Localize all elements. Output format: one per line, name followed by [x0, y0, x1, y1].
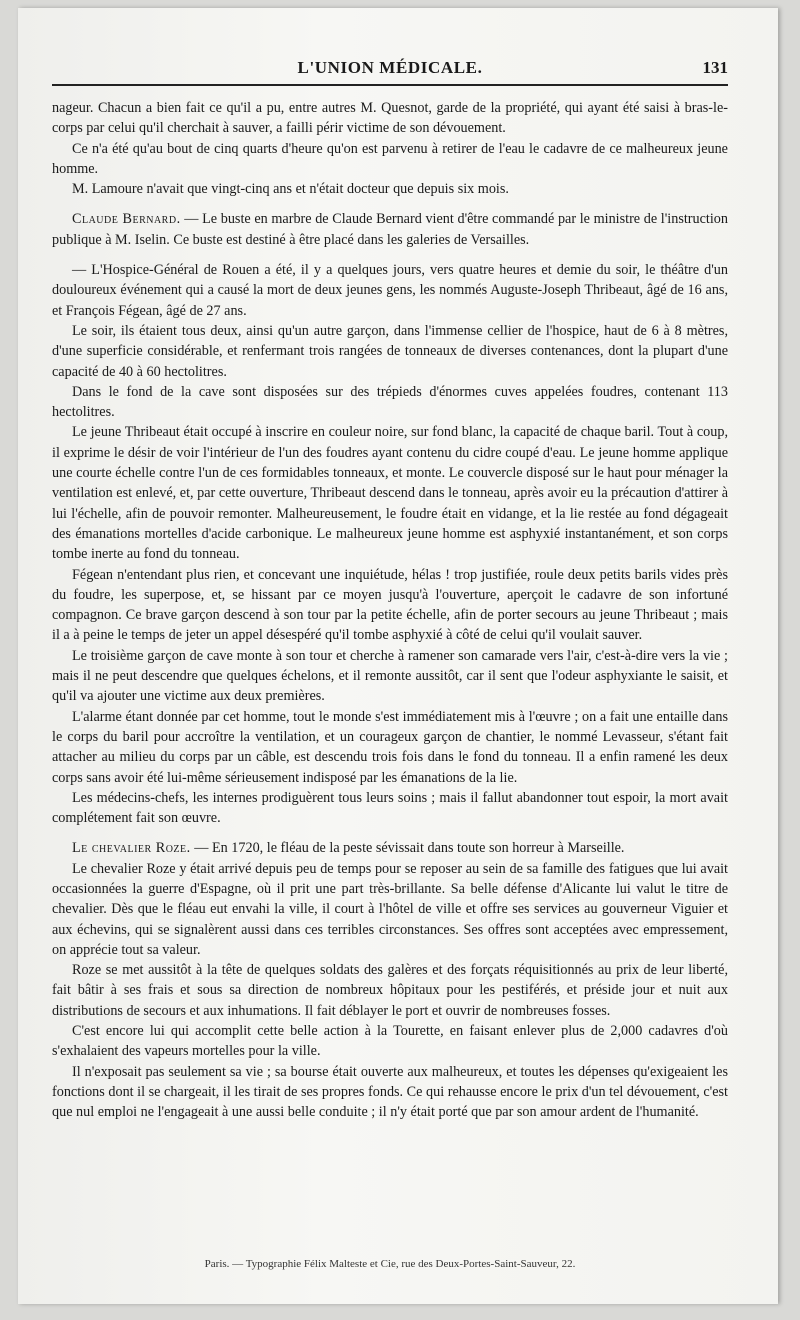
- paragraph-text: Il n'exposait pas seulement sa vie ; sa bourse était ouverte aux malheureux, et toutes les dépenses qu'exigeaient les fonctions dont il se chargeait, il les tirait de ses propres fonds. Ce qui rehausse encore le prix d'un tel dévouement, c'est que nul emploi ne l'engageait à une aussi belle conduite ; il n'y était porté que par son amour ardent de l'humanité.: [52, 1063, 728, 1121]
- paragraph: [52, 382, 728, 423]
- paragraph: [52, 1062, 728, 1123]
- journal-page: [18, 8, 778, 1304]
- paragraph-text: — L'Hospice-Général de Rouen a été, il y a quelques jours, vers quatre heures et demie du soir, le théâtre d'un douloureux événement qui a causé la mort de deux jeunes gens, les nommés Auguste-Joseph Thribeaut, âgé de 16 ans, et François Fégean, âgé de 27 ans.: [52, 262, 728, 319]
- paragraph: [52, 260, 728, 321]
- paragraph: [52, 98, 728, 139]
- paragraph: [52, 321, 728, 382]
- page-header: [52, 54, 728, 86]
- article-body: [52, 98, 728, 1123]
- paragraph-text: C'est encore lui qui accomplit cette belle action à la Tourette, en faisant enlever plus de 2,000 cadavres d'où s'exhalaient des vapeurs mortelles pour la ville.: [52, 1023, 728, 1060]
- running-title: L'UNION MÉDICALE.: [297, 58, 483, 77]
- paragraph-text: Fégean n'entendant plus rien, et concevant une inquiétude, hélas ! trop justifiée, roule deux petits barils vides près du foudre, les superpose, et, se hissant par ce moyen jusqu'à l'ouverture, aperçoit le cadavre de son infortuné compagnon. Ce brave garçon descend à son tour par la petite échelle, afin de porter secours au jeune Thribeaut ; mais il a à peine le temps de jeter un appel désespéré qu'il tombe asphyxié à côté de celui qu'il voulait sauver.: [52, 566, 728, 644]
- paragraph: [52, 565, 728, 646]
- paragraph: [52, 179, 728, 199]
- paragraph: [52, 707, 728, 788]
- paragraph: [52, 788, 728, 829]
- paragraph-text: Dans le fond de la cave sont disposées sur des trépieds d'énormes cuves appelées foudres, contenant 113 hectolitres.: [52, 383, 728, 421]
- paragraph-text: M. Lamoure n'avait que vingt-cinq ans et n'était docteur que depuis six mois.: [72, 181, 509, 198]
- paragraph-text: Le chevalier Roze y était arrivé depuis peu de temps pour se reposer au sein de sa famille des fatigues que lui avait occasionnées la guerre d'Espagne, où il prit une part très-brillante. Sa belle défense d'Alicante lui valut le titre de chevalier. Dès que le fléau eut envahi la ville, il court à l'hôtel de ville et offre ses services au gouverneur Viguier et aux échevins, qui se signalèrent aussi dans ces terribles circonstances. Ses offres sont acceptées avec empressement, on apprécie tout sa valeur.: [52, 860, 728, 958]
- paragraph-text: — En 1720, le fléau de la peste sévissait dans toute son horreur à Marseille.: [190, 840, 625, 857]
- printer-imprint: Paris. — Typographie Félix Malteste et Cie, rue des Deux-Portes-Saint-Sauveur, 22.: [204, 1258, 576, 1270]
- paragraph: [52, 838, 728, 858]
- paragraph: [52, 422, 728, 564]
- paragraph-lead: Le chevalier Roze.: [72, 840, 191, 857]
- paragraph-text: Le troisième garçon de cave monte à son tour et cherche à ramener son camarade vers l'air, c'est-à-dire vers la vie ; mais il ne peut descendre que quelques échelons, et il remonte aussitôt, car il sent que l'odeur asphyxiante le saisit, et qu'il va ajouter une victime aux deux premières.: [52, 647, 728, 705]
- paragraph: [52, 960, 728, 1021]
- paragraph: [52, 139, 728, 180]
- paragraph-text: Roze se met aussitôt à la tête de quelques soldats des galères et des forçats réquisitionnés au prix de leur liberté, fait bâtir à ses frais et sous sa direction de nombreux hôpitaux pour les pestiférés, et préside jour et nuit aux distributions de secours et aux inhumations. Il fait déblayer le port et ouvrir de nombreuses fosses.: [52, 962, 728, 1019]
- paragraph: [52, 1021, 728, 1062]
- paragraph-text: — Le buste en marbre de Claude Bernard vient d'être commandé par le ministre de l'instruction publique à M. Iselin. Ce buste est destiné à être placé dans les galeries de Versailles.: [52, 211, 728, 248]
- paragraph-lead: Claude Bernard.: [72, 211, 181, 228]
- paragraph: [52, 209, 728, 250]
- paragraph: [52, 646, 728, 707]
- paragraph-text: Ce n'a été qu'au bout de cinq quarts d'heure qu'on est parvenu à retirer de l'eau le cadavre de ce malheureux jeune homme.: [52, 140, 728, 177]
- page-number: 131: [702, 58, 728, 77]
- paragraph-text: Le jeune Thribeaut était occupé à inscrire en couleur noire, sur fond blanc, la capacité de chaque baril. Tout à coup, il exprime le désir de voir l'intérieur de l'un des foudres ayant contenu du cidre coupé d'eau. Le jeune homme applique une courte échelle contre l'un de ces formidables tonneaux, et monte. Le couvercle disposé sur le haut pour ménager la ventilation est enlevé, et, par cette ouverture, Thribeaut descend dans le tonneau, après avoir eu la précaution d'attirer à lui l'échelle, afin de pouvoir remonter. Malheureusement, le foudre était en vidange, et la lie restée au fond dégageait des émanations mortelles d'acide carbonique. Le malheureux jeune homme est asphyxié instantanément, et son corps tombe inerte au fond du tonneau.: [52, 424, 728, 563]
- paragraph: [52, 859, 728, 960]
- paragraph-text: Le soir, ils étaient tous deux, ainsi qu'un autre garçon, dans l'immense cellier de l'hospice, haut de 6 à 8 mètres, d'une superficie considérable, et renfermant trois rangées de tonneaux de diverses contenances, dont la plupart d'une capacité de 40 à 60 hectolitres.: [52, 322, 728, 380]
- paragraph-text: L'alarme étant donnée par cet homme, tout le monde s'est immédiatement mis à l'œuvre ; on a fait une entaille dans le corps du baril pour accroître la ventilation, et un courageux garçon de chantier, le nommé Levasseur, s'étant fait attacher au milieu du corps par un câble, est descendu trois fois dans le fond du tonneau. Il a enfin ramené les deux corps sans avoir été lui-même sérieusement indisposé par les émanations de la lie.: [52, 708, 728, 786]
- paragraph-text: Les médecins-chefs, les internes prodiguèrent tous leurs soins ; mais il fallut abandonner tout espoir, la mort avait complétement fait son œuvre.: [52, 789, 728, 827]
- paragraph-text: nageur. Chacun a bien fait ce qu'il a pu, entre autres M. Quesnot, garde de la propriété, qui ayant été saisi à bras-le-corps par celui qu'il cherchait à sauver, a failli périr victime de son dévouement.: [52, 100, 728, 137]
